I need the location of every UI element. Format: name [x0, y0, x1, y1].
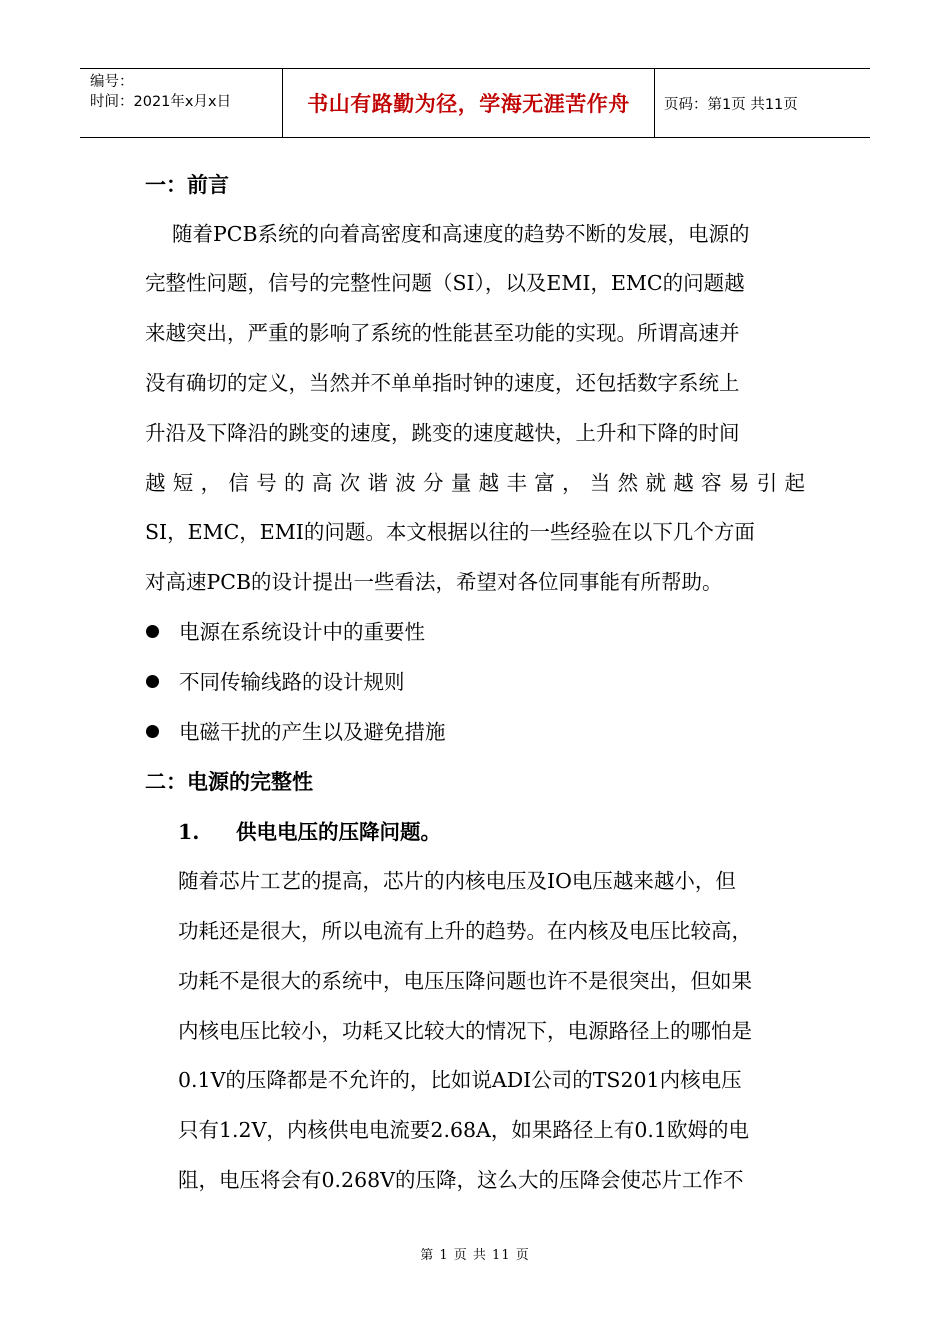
paragraph-line: 只有1.2V，内核供电电流要2.68A，如果路径上有0.1欧姆的电	[178, 1118, 749, 1142]
subsection-number: 1.	[178, 820, 200, 844]
paragraph-line: 随着PCB系统的向着高密度和高速度的趋势不断的发展，电源的	[172, 222, 750, 246]
bullet-item: 不同传输线路的设计规则	[179, 670, 405, 694]
paragraph-line: 功耗不是很大的系统中，电压压降问题也许不是很突出，但如果	[178, 969, 752, 993]
page-footer: 第 1 页 共 11 页	[420, 1248, 530, 1263]
bullet-item: 电源在系统设计中的重要性	[179, 620, 425, 644]
header-motto: 书山有路勤为径，学海无涯苦作舟	[283, 69, 655, 137]
section-title-preface: 一：前言	[145, 173, 229, 197]
paragraph-line: SI，EMC，EMI的问题。本文根据以往的一些经验在以下几个方面	[145, 520, 755, 544]
paragraph-line: 完整性问题，信号的完整性问题（SI），以及EMI，EMC的问题越	[145, 271, 745, 295]
paragraph-line: 功耗还是很大，所以电流有上升的趋势。在内核及电压比较高，	[178, 919, 752, 943]
bullet-item: 电磁干扰的产生以及避免措施	[179, 720, 446, 744]
header-meta-cell	[80, 69, 283, 137]
paragraph-line: 越短，信号的高次谐波分量越丰富，当然就越容易引起	[145, 471, 805, 495]
paragraph-line: 内核电压比较小，功耗又比较大的情况下，电源路径上的哪怕是	[178, 1019, 752, 1043]
paragraph-line: 随着芯片工艺的提高，芯片的内核电压及IO电压越来越小，但	[178, 869, 736, 893]
paragraph-line: 0.1V的压降都是不允许的，比如说ADI公司的TS201内核电压	[178, 1068, 742, 1092]
subsection-title: 供电电压的压降问题。	[236, 820, 441, 844]
header-table	[80, 68, 870, 138]
section-title-power-integrity: 二：电源的完整性	[145, 770, 313, 794]
paragraph-line: 阻，电压将会有0.268V的压降，这么大的压降会使芯片工作不	[178, 1168, 744, 1192]
time-label: 时间：2021年x月x日	[90, 94, 232, 110]
bullet-dot	[146, 625, 159, 638]
paragraph-line: 对高速PCB的设计提出一些看法，希望对各位同事能有所帮助。	[145, 570, 723, 594]
paragraph-line: 来越突出，严重的影响了系统的性能甚至功能的实现。所谓高速并	[145, 321, 740, 345]
bullet-dot	[146, 675, 159, 688]
code-label: 编号：	[90, 74, 134, 90]
paragraph-line: 没有确切的定义，当然并不单单指时钟的速度，还包括数字系统上	[145, 371, 740, 395]
bullet-dot	[146, 725, 159, 738]
header-page-info: 页码：第1页 共11页	[664, 96, 798, 113]
paragraph-line: 升沿及下降沿的跳变的速度，跳变的速度越快，上升和下降的时间	[145, 421, 740, 445]
